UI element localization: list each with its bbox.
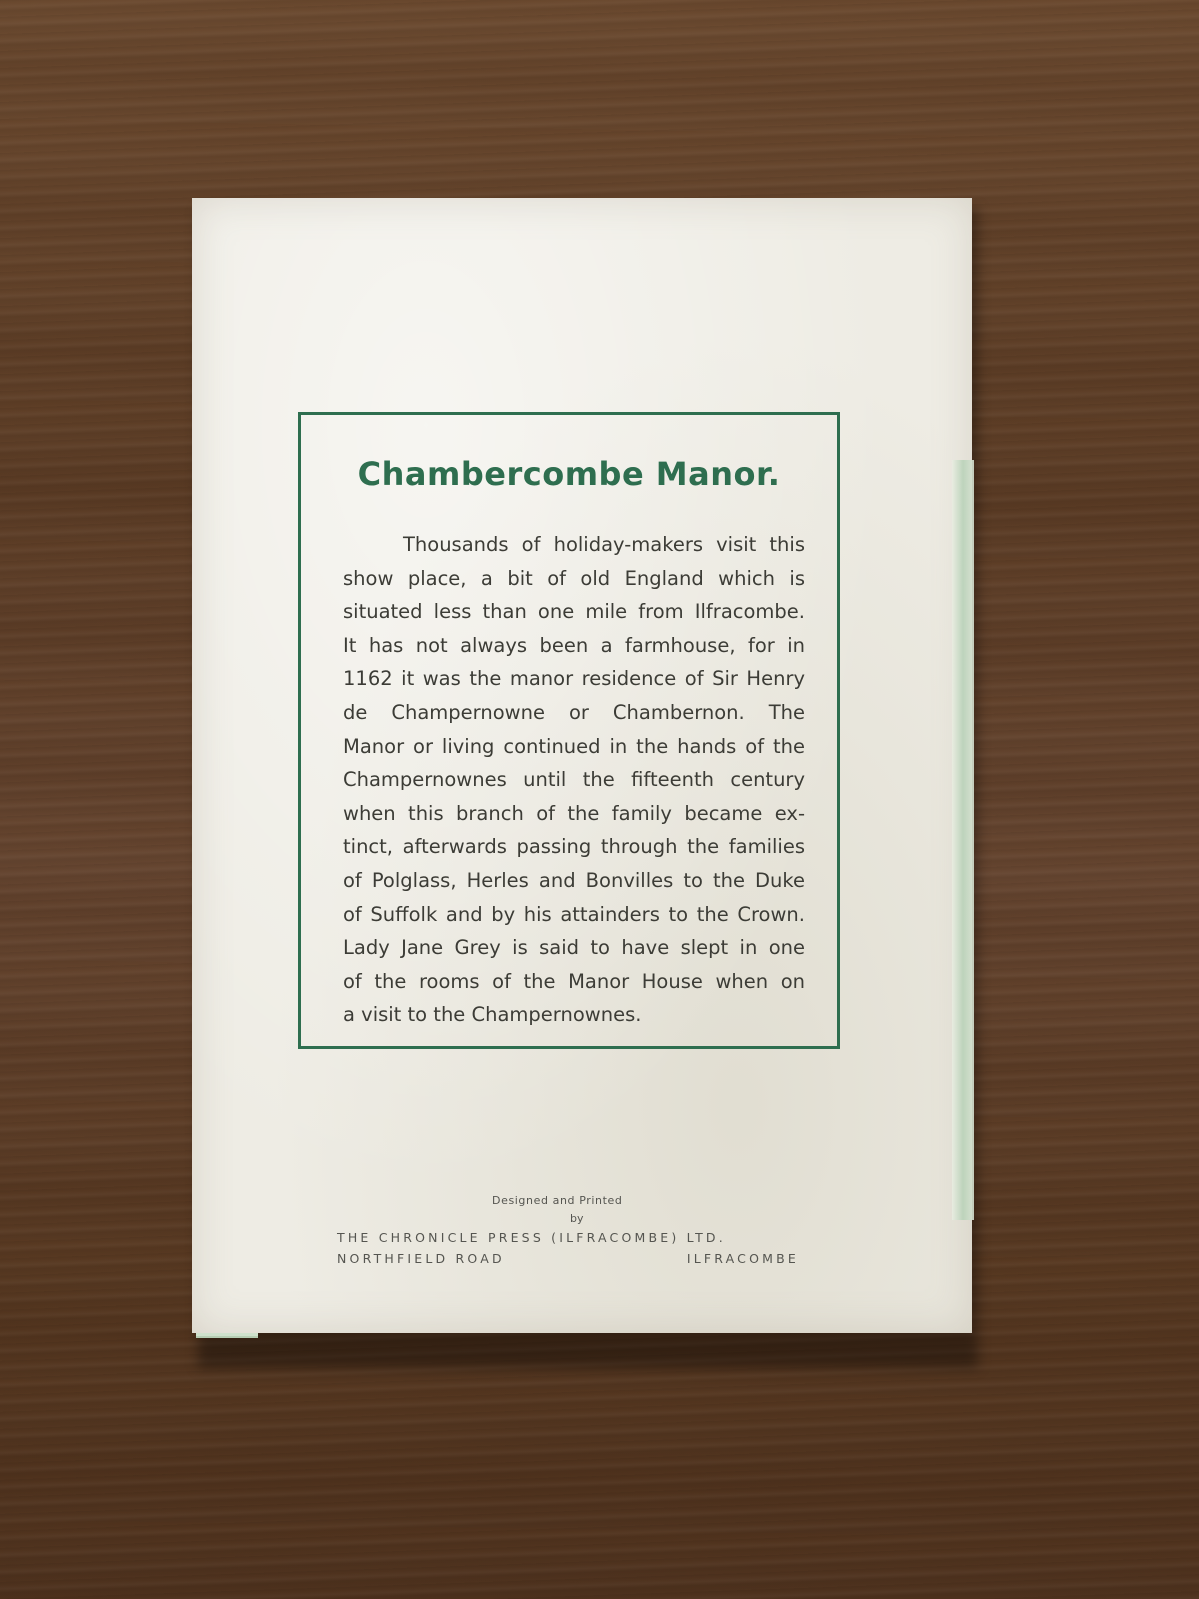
body-line: show place, a bit of old England which is [343,566,805,590]
body-line: of the rooms of the Manor House when on [343,969,805,993]
body-line: a visit to the Champernownes. [343,1003,642,1027]
body-line: when this branch of the family became ex- [343,801,805,825]
jacket-flap-edge [952,460,974,1220]
body-line: Champernownes until the fifteenth century [343,768,805,792]
body-line: of Polglass, Herles and Bonvilles to the Duke [343,868,805,892]
imprint-town: ILFRACOMBE [686,1251,799,1266]
body-line: Lady Jane Grey is said to have slept in one [343,936,805,960]
body-line: It has not always been a farmhouse, for in [343,633,805,657]
imprint-road: NORTHFIELD ROAD [337,1251,505,1266]
imprint-publisher: THE CHRONICLE PRESS (ILFRACOMBE) LTD. [337,1230,726,1245]
body-line: tinct, afterwards passing through the families [343,835,805,859]
body-line: 1162 it was the manor residence of Sir Henry [343,667,805,691]
panel-body [343,528,805,1032]
panel-title: Chambercombe Manor. [357,455,781,493]
body-line: de Champernowne or Chambernon. The [343,700,805,724]
text-panel [298,412,840,1049]
imprint-designed: Designed and Printed [492,1194,623,1207]
book-back-cover [192,198,972,1333]
imprint-address [337,1251,799,1266]
body-line: situated less than one mile from Ilfracombe. [343,600,805,624]
body-line: Manor or living continued in the hands of the [343,734,805,758]
body-line: Thousands of holiday-makers visit this [403,533,805,556]
body-line: of Suffolk and by his attainders to the Crown. [343,902,805,926]
imprint-by: by [570,1212,584,1225]
